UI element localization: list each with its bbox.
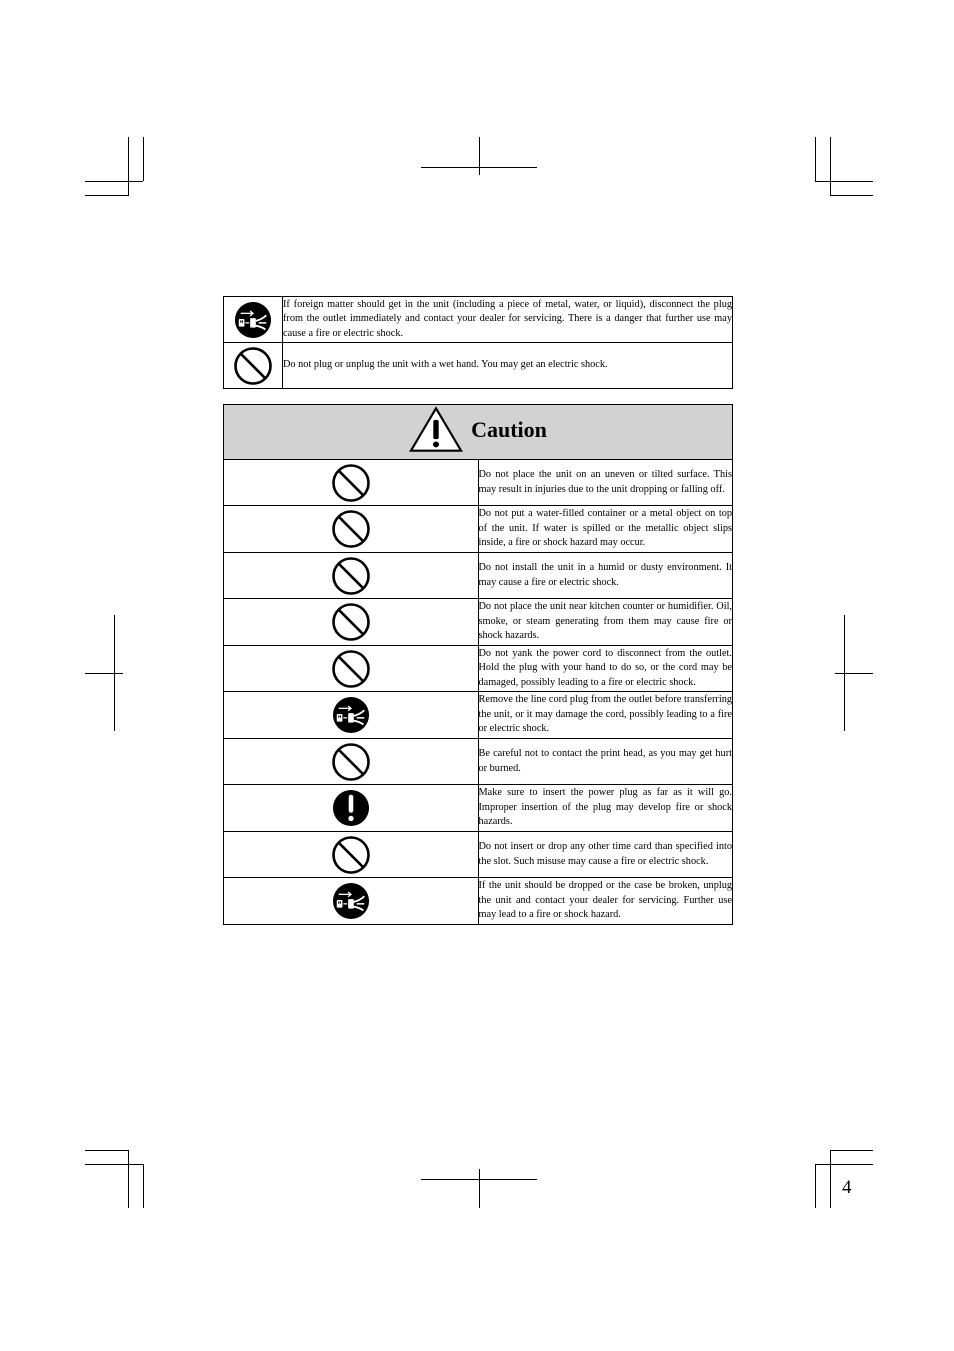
caution-table [223, 404, 733, 925]
caution-row [224, 599, 733, 646]
prohibited-icon [331, 742, 371, 782]
caution-row [224, 832, 733, 878]
unplug-icon [234, 301, 272, 339]
prohibited-icon [331, 835, 371, 875]
page-number: 4 [842, 1177, 852, 1198]
caution-text: Do not install the unit in a humid or dusty environment. It may cause a fire or electric shock. [478, 553, 733, 599]
caution-text: Remove the line cord plug from the outlet before transferring the unit, or it may damage the cord, possibly leading to a fire or electric shock. [478, 692, 733, 739]
prohibited-icon [331, 602, 371, 642]
caution-row [224, 506, 733, 553]
caution-title: Caution [471, 416, 547, 442]
caution-row [224, 692, 733, 739]
warning-triangle-icon [409, 406, 463, 453]
caution-row [224, 460, 733, 506]
caution-row [224, 785, 733, 832]
caution-header [224, 405, 733, 460]
prohibited-icon [331, 556, 371, 596]
caution-text: Be careful not to contact the print head, as you may get hurt or burned. [478, 739, 733, 785]
prohibited-icon [331, 463, 371, 503]
unplug-icon [332, 882, 370, 920]
caution-row [224, 878, 733, 925]
prohibited-icon [331, 649, 371, 689]
warning-text: Do not plug or unplug the unit with a wet hand. You may get an electric shock. [283, 343, 733, 389]
warning-text: If foreign matter should get in the unit (including a piece of metal, water, or liquid), disconnect the plug from the outlet immediately and contact your dealer for servicing. There is a danger that further use may cause a fire or electric shock. [283, 297, 733, 343]
unplug-icon [332, 696, 370, 734]
warning-table [223, 296, 733, 389]
mandatory-action-icon [332, 789, 370, 827]
caution-row [224, 739, 733, 785]
caution-row [224, 553, 733, 599]
caution-text: Do not place the unit on an uneven or tilted surface. This may result in injuries due to the unit dropping or falling off. [478, 460, 733, 506]
prohibited-icon [331, 509, 371, 549]
caution-text: Do not put a water-filled container or a metal object on top of the unit. If water is spilled or the metallic object slips inside, a fire or shock hazard may occur. [478, 506, 733, 553]
warning-row [224, 343, 733, 389]
caution-text: Do not place the unit near kitchen counter or humidifier. Oil, smoke, or steam generating from them may cause fire or shock hazards. [478, 599, 733, 646]
caution-row [224, 646, 733, 692]
warning-row [224, 297, 733, 343]
caution-text: If the unit should be dropped or the case be broken, unplug the unit and contact your dealer for servicing. Further use may lead to a fire or shock hazard. [478, 878, 733, 925]
caution-text: Do not yank the power cord to disconnect from the outlet. Hold the plug with your hand to do so, or the cord may be damaged, possibly leading to a fire or electric shock. [478, 646, 733, 692]
caution-text: Make sure to insert the power plug as far as it will go. Improper insertion of the plug may develop fire or shock hazards. [478, 785, 733, 832]
caution-text: Do not insert or drop any other time card than specified into the slot. Such misuse may cause a fire or electric shock. [478, 832, 733, 878]
prohibited-icon [233, 346, 273, 386]
